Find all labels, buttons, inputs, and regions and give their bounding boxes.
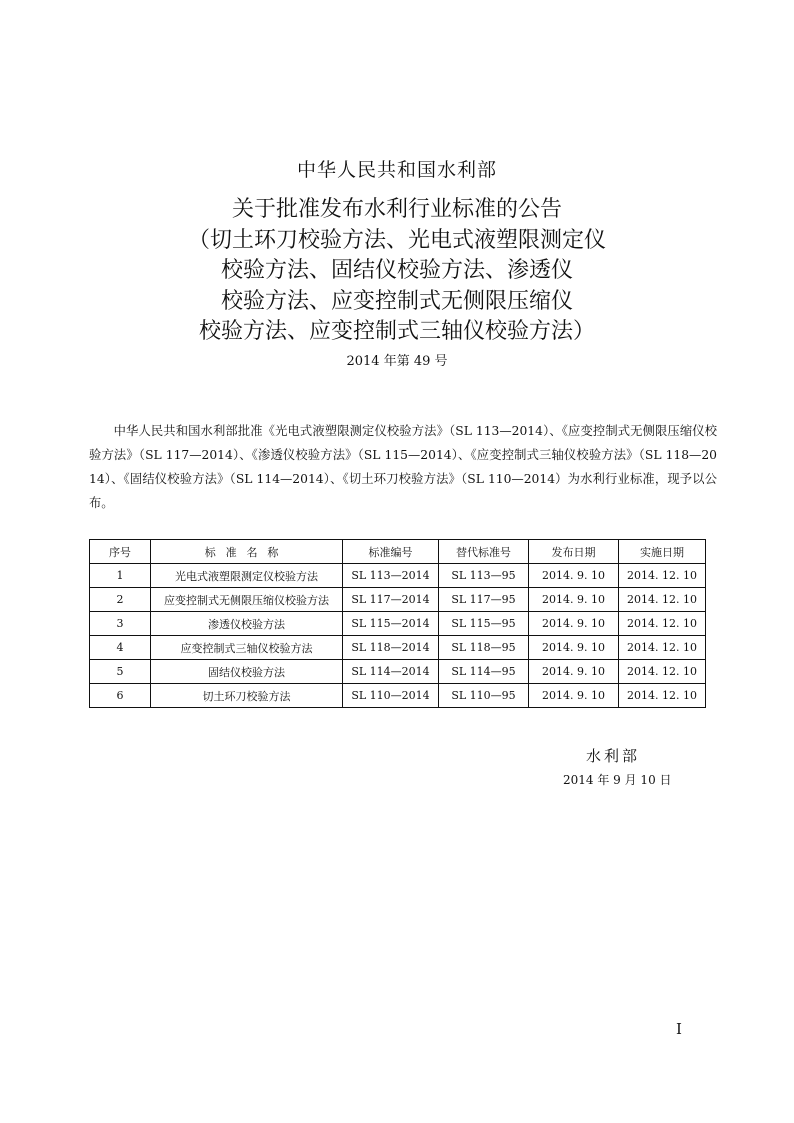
col-header-name-text: 标准名称 [204,545,289,559]
cell-name: 应变控制式无侧限压缩仪校验方法 [151,588,343,612]
cell-code: SL 113—2014 [343,564,439,588]
cell-replaced: SL 110—95 [439,684,529,708]
signature-date: 2014 年 9 月 10 日 [563,773,672,787]
table-row [90,564,706,588]
cell-release-date: 2014. 9. 10 [529,588,619,612]
cell-effective-date: 2014. 12. 10 [619,636,706,660]
table-row [90,660,706,684]
cell-index: 5 [90,660,151,684]
cell-index: 2 [90,588,151,612]
title-line: （切土环刀校验方法、光电式液塑限测定仪 [187,227,606,253]
cell-code: SL 114—2014 [343,660,439,684]
cell-replaced: SL 115—95 [439,612,529,636]
cell-release-date: 2014. 9. 10 [529,564,619,588]
table-row [90,588,706,612]
cell-index: 3 [90,612,151,636]
cell-release-date: 2014. 9. 10 [529,660,619,684]
title-line: 关于批准发布水利行业标准的公告 [231,197,562,222]
cell-name: 光电式液塑限测定仪校验方法 [151,564,343,588]
cell-code: SL 110—2014 [343,684,439,708]
cell-effective-date: 2014. 12. 10 [619,588,706,612]
table-header-row [90,540,706,564]
col-header-replaced: 替代标准号 [439,540,529,564]
title-line: 校验方法、固结仪校验方法、渗透仪 [220,258,573,283]
cell-name: 切土环刀校验方法 [151,684,343,708]
cell-name: 渗透仪校验方法 [151,612,343,636]
standards-table [89,539,706,708]
col-header-effective-date: 实施日期 [619,540,706,564]
cell-replaced: SL 118—95 [439,636,529,660]
cell-code: SL 118—2014 [343,636,439,660]
document-number: 2014 年第 49 号 [346,354,448,369]
cell-index: 4 [90,636,151,660]
title-line: 校验方法、应变控制式三轴仪校验方法） [198,319,595,344]
signature-organization: 水利部 [586,747,641,765]
page-number: I [676,1020,682,1038]
announcement-paragraph: 中华人民共和国水利部批准《光电式液塑限测定仪校验方法》（SL 113—2014）、《应变控制式无侧限压缩仪校验方法》（SL 117—2014）、《渗透仪校验方法》（SL 115—2014）、《应变控制式三轴仪校验方法》（SL 118—2014）、《固结仪校验方法》（SL 114—2014）、《切土环刀校验方法》（SL 110—2014）为水利行业标准，现予以公布。 [89,424,717,511]
cell-replaced: SL 117—95 [439,588,529,612]
table-row [90,636,706,660]
cell-effective-date: 2014. 12. 10 [619,684,706,708]
col-header-name [151,540,343,564]
cell-name: 应变控制式三轴仪校验方法 [151,636,343,660]
ministry-name: 中华人民共和国水利部 [296,159,497,181]
cell-code: SL 117—2014 [343,588,439,612]
col-header-index: 序号 [90,540,151,564]
cell-index: 1 [90,564,151,588]
col-header-release-date: 发布日期 [529,540,619,564]
cell-name: 固结仪校验方法 [151,660,343,684]
cell-effective-date: 2014. 12. 10 [619,612,706,636]
col-header-code: 标准编号 [343,540,439,564]
cell-replaced: SL 114—95 [439,660,529,684]
cell-release-date: 2014. 9. 10 [529,612,619,636]
cell-effective-date: 2014. 12. 10 [619,660,706,684]
cell-effective-date: 2014. 12. 10 [619,564,706,588]
cell-replaced: SL 113—95 [439,564,529,588]
cell-release-date: 2014. 9. 10 [529,684,619,708]
cell-release-date: 2014. 9. 10 [529,636,619,660]
cell-index: 6 [90,684,151,708]
announcement-title [0,195,794,348]
table-row [90,612,706,636]
title-line: 校验方法、应变控制式无侧限压缩仪 [220,288,573,314]
cell-code: SL 115—2014 [343,612,439,636]
table-row [90,684,706,708]
